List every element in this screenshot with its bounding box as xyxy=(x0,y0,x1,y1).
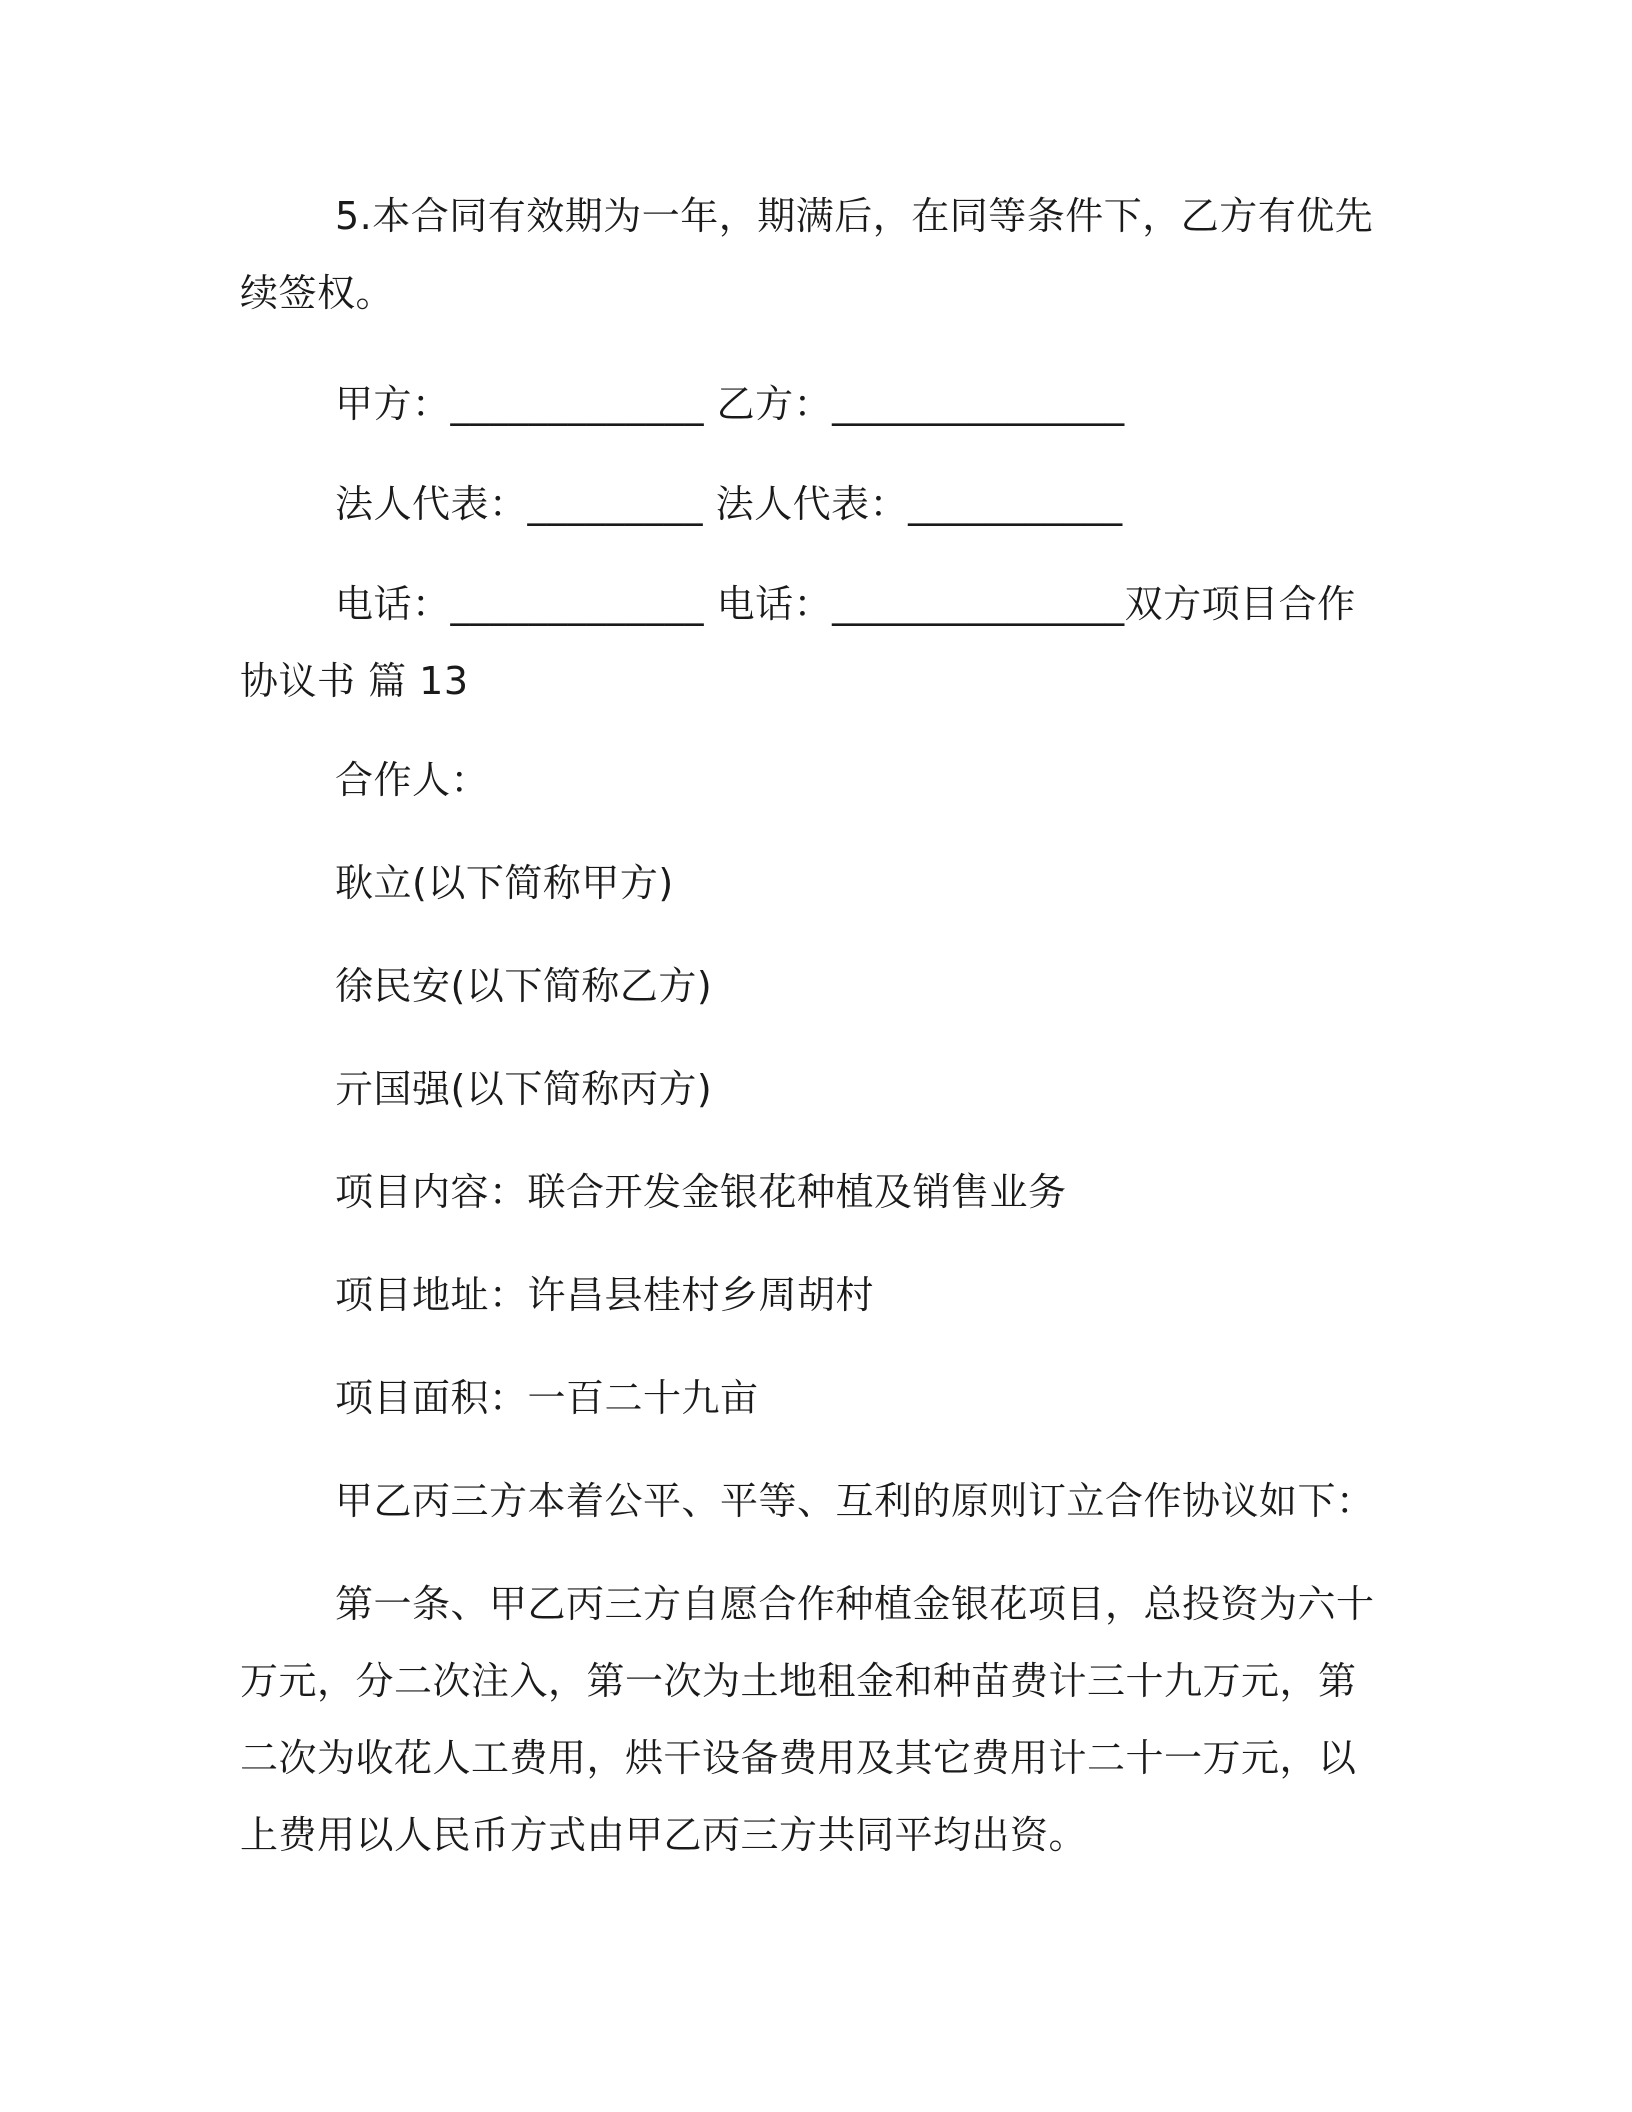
paragraph-project-address: 项目地址：许昌县桂村乡周胡村 xyxy=(335,1273,875,1317)
paragraph-party-a: 耿立(以下简称甲方) xyxy=(335,861,674,905)
paragraph-partners-label: 合作人： xyxy=(335,758,490,802)
paragraph-party-c: 亓国强(以下简称丙方) xyxy=(335,1067,713,1111)
paragraph-legal-representatives: 法人代表：_________ 法人代表：___________ xyxy=(335,482,1123,526)
paragraph-agreement-intro: 甲乙丙三方本着公平、平等、互利的原则订立合作协议如下： xyxy=(335,1479,1375,1523)
paragraph-party-signatures: 甲方：_____________ 乙方：_______________ xyxy=(335,382,1125,426)
paragraph-validity-term: 5.本合同有效期为一年，期满后，在同等条件下，乙方有优先续签权。 xyxy=(240,194,1374,315)
paragraph-project-content: 项目内容：联合开发金银花种植及销售业务 xyxy=(335,1170,1067,1214)
paragraph-party-b: 徐民安(以下简称乙方) xyxy=(335,964,713,1008)
paragraph-article-one: 第一条、甲乙丙三方自愿合作种植金银花项目，总投资为六十万元，分二次注入，第一次为土地租金和种苗费计三十九万元，第二次为收花人工费用，烘干设备费用及其它费用计二十一万元，以上费用以人民币方式由甲乙丙三方共同平均出资。 xyxy=(240,1582,1375,1857)
paragraph-phones-and-heading: 电话：_____________ 电话：_______________双方项目合作协议书 篇 13 xyxy=(240,582,1356,703)
paragraph-project-area: 项目面积：一百二十九亩 xyxy=(335,1376,759,1420)
